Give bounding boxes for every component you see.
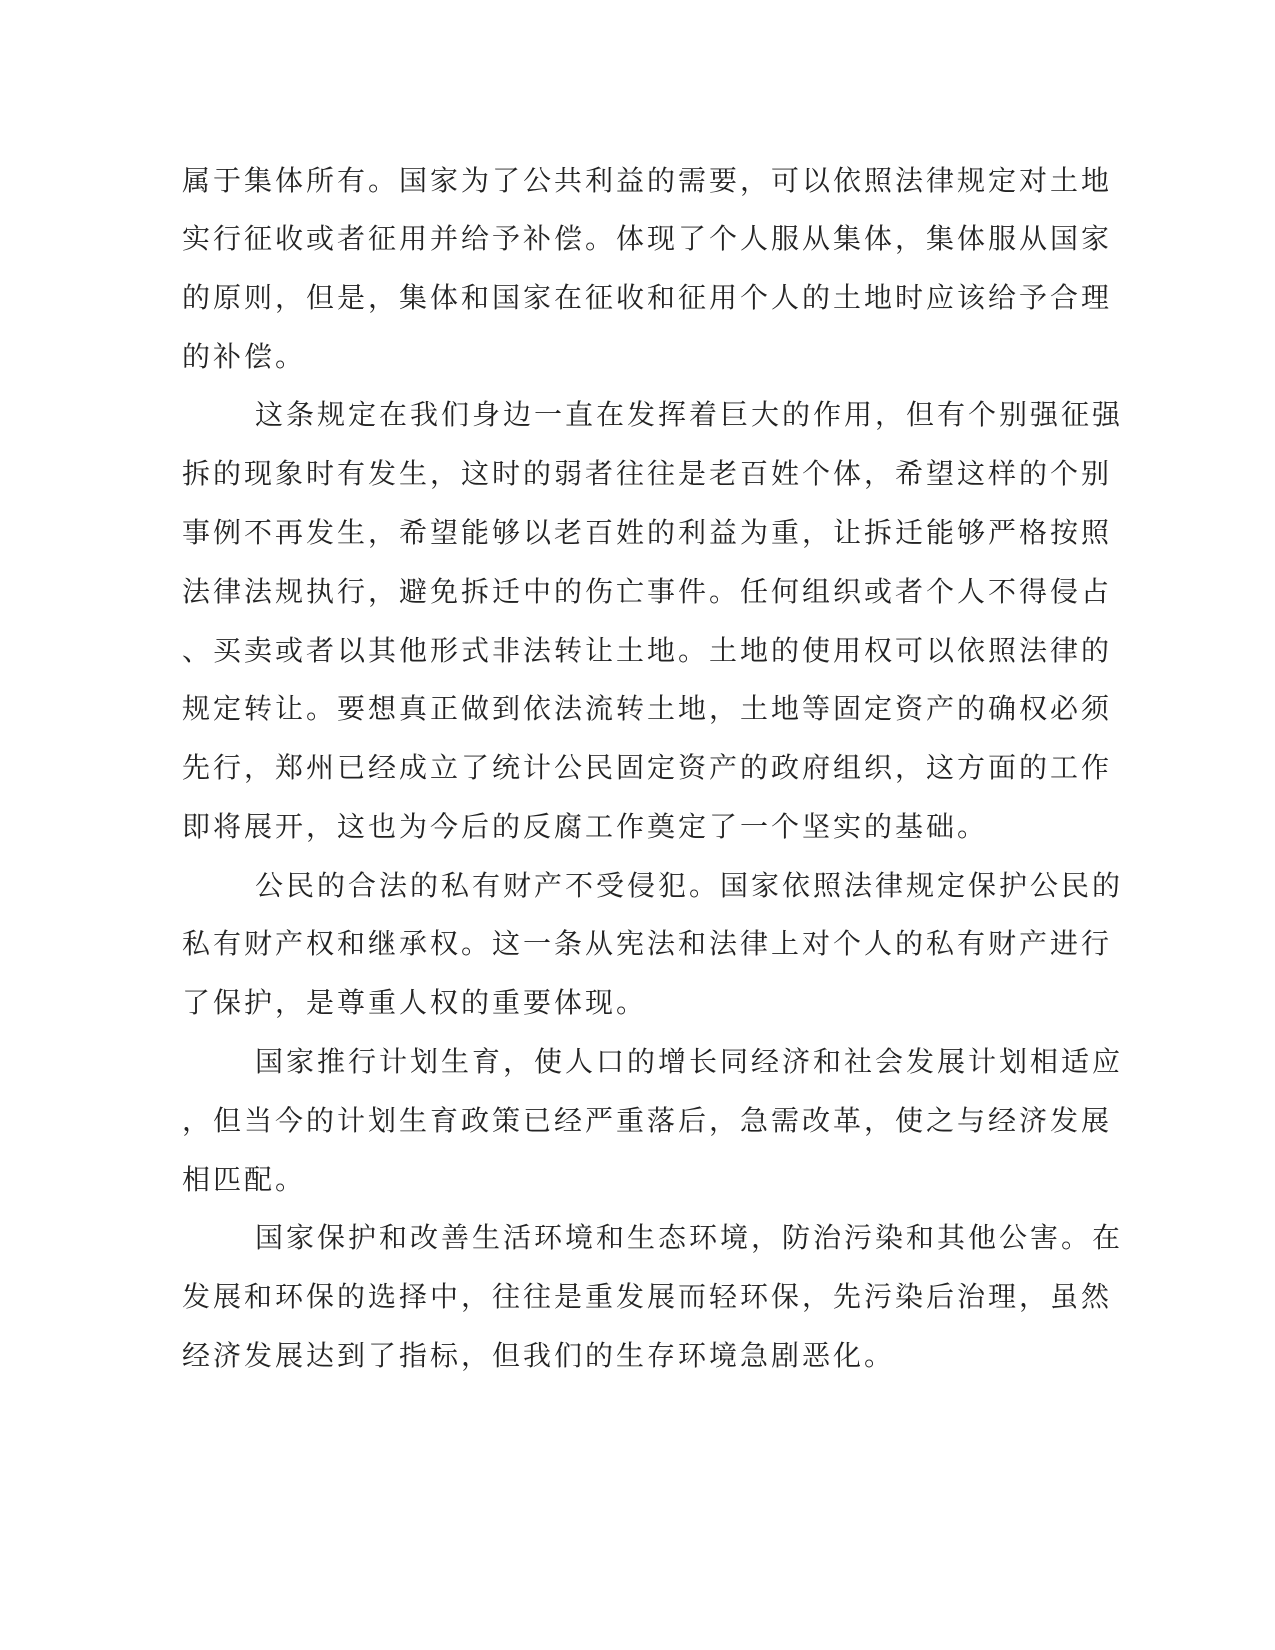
- text-line: 了保护，是尊重人权的重要体现。: [182, 986, 648, 1019]
- text-line: 的补偿。: [182, 340, 307, 373]
- text-line: ，但当今的计划生育政策已经严重落后，急需改革，使之与经济发展: [182, 1104, 1113, 1137]
- paragraph-first-line: 国家推行计划生育，使人口的增长同经济和社会发展计划相适应: [255, 1045, 1124, 1078]
- text-line: 属于集体所有。国家为了公共利益的需要，可以依照法律规定对土地: [182, 164, 1113, 197]
- text-line: 相匹配。: [182, 1163, 307, 1196]
- text-line: 即将展开，这也为今后的反腐工作奠定了一个坚实的基础。: [182, 810, 989, 843]
- text-line: 经济发展达到了指标，但我们的生存环境急剧恶化。: [182, 1339, 896, 1372]
- text-line: 法律法规执行，避免拆迁中的伤亡事件。任何组织或者个人不得侵占: [182, 575, 1113, 608]
- paragraph-first-line: 国家保护和改善生活环境和生态环境，防治污染和其他公害。在: [255, 1221, 1124, 1254]
- text-line: 拆的现象时有发生，这时的弱者往往是老百姓个体，希望这样的个别: [182, 457, 1113, 490]
- text-line: 规定转让。要想真正做到依法流转土地，土地等固定资产的确权必须: [182, 692, 1113, 725]
- text-line: 私有财产权和继承权。这一条从宪法和法律上对个人的私有财产进行: [182, 927, 1113, 960]
- text-line: 、买卖或者以其他形式非法转让土地。土地的使用权可以依照法律的: [182, 634, 1113, 667]
- text-line: 发展和环保的选择中，往往是重发展而轻环保，先污染后治理，虽然: [182, 1280, 1113, 1313]
- paragraph-first-line: 这条规定在我们身边一直在发挥着巨大的作用，但有个别强征强: [255, 398, 1124, 431]
- text-line: 先行，郑州已经成立了统计公民固定资产的政府组织，这方面的工作: [182, 751, 1113, 784]
- text-line: 的原则，但是，集体和国家在征收和征用个人的土地时应该给予合理: [182, 281, 1113, 314]
- text-line: 实行征收或者征用并给予补偿。体现了个人服从集体，集体服从国家: [182, 222, 1113, 255]
- paragraph-first-line: 公民的合法的私有财产不受侵犯。国家依照法律规定保护公民的: [255, 869, 1124, 902]
- text-line: 事例不再发生，希望能够以老百姓的利益为重，让拆迁能够严格按照: [182, 516, 1113, 549]
